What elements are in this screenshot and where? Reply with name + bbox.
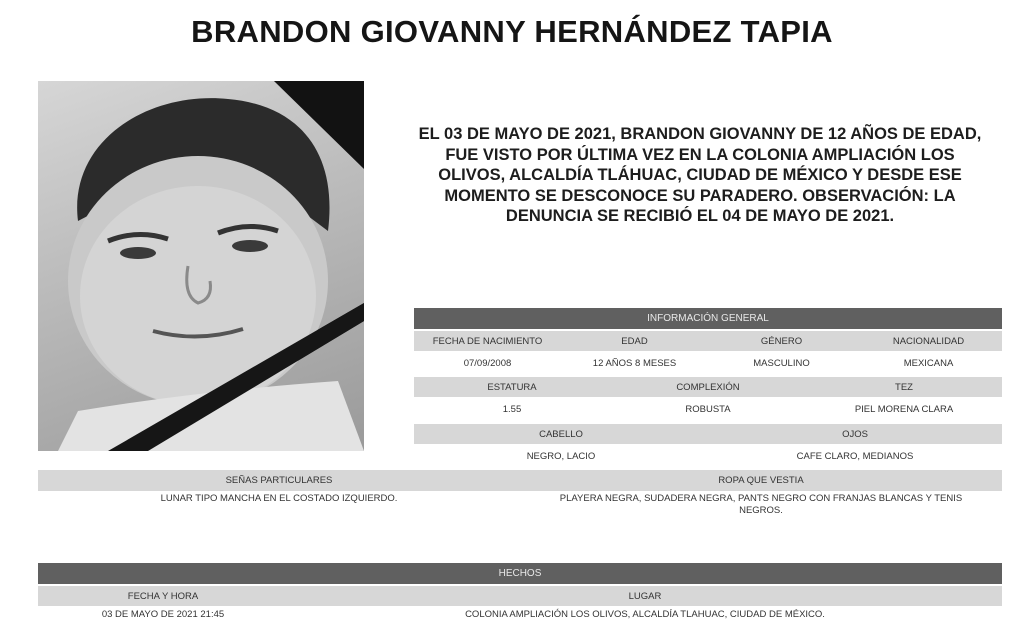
value-skin: PIEL MORENA CLARA — [854, 404, 954, 415]
label-height: ESTATURA — [487, 381, 537, 393]
value-height: 1.55 — [502, 404, 522, 415]
general-labels-row-3 — [414, 424, 1002, 444]
label-particular-marks: SEÑAS PARTICULARES — [225, 475, 333, 486]
page-title: BRANDON GIOVANNY HERNÁNDEZ TAPIA — [191, 14, 833, 49]
label-datetime: FECHA Y HORA — [127, 590, 199, 602]
value-particular-marks: LUNAR TIPO MANCHA EN EL COSTADO IZQUIERDO. — [160, 493, 398, 504]
particulars-labels-row — [38, 470, 1002, 491]
general-values-row-1 — [414, 358, 1002, 374]
general-info-header: INFORMACIÓN GENERAL — [414, 308, 1002, 329]
value-birthdate: 07/09/2008 — [463, 358, 512, 369]
label-birthdate: FECHA DE NACIMIENTO — [432, 335, 543, 347]
value-eyes: CAFE CLARO, MEDIANOS — [796, 451, 914, 462]
label-build: COMPLEXIÓN — [676, 381, 740, 393]
value-nationality: MEXICANA — [903, 358, 954, 369]
value-datetime: 03 DE MAYO DE 2021 21:45 — [101, 609, 225, 620]
value-clothing: PLAYERA NEGRA, SUDADERA NEGRA, PANTS NEGRO CON FRANJAS BLANCAS Y TENIS NEGROS. — [559, 493, 963, 516]
label-clothing: ROPA QUE VESTIA — [718, 475, 804, 486]
general-labels-row-1 — [414, 331, 1002, 351]
label-eyes: OJOS — [842, 428, 868, 440]
label-skin: TEZ — [895, 381, 913, 393]
general-values-row-2 — [414, 404, 1002, 420]
label-age: EDAD — [621, 335, 648, 347]
facts-header: HECHOS — [38, 563, 1002, 584]
particulars-values-row — [38, 493, 1002, 523]
value-gender: MASCULINO — [753, 358, 810, 369]
value-place: COLONIA AMPLIACIÓN LOS OLIVOS, ALCALDÍA TLAHUAC, CIUDAD DE MÉXICO. — [465, 609, 825, 620]
label-place: LUGAR — [628, 590, 662, 602]
facts-labels-row — [38, 586, 1002, 606]
facts-values-row — [38, 609, 1002, 625]
general-labels-row-2 — [414, 377, 1002, 397]
label-gender: GÉNERO — [760, 335, 803, 347]
general-values-row-3 — [414, 451, 1002, 467]
value-age: 12 AÑOS 8 MESES — [592, 358, 677, 369]
value-build: ROBUSTA — [685, 404, 731, 415]
label-hair: CABELLO — [539, 428, 583, 440]
case-description: EL 03 DE MAYO DE 2021, BRANDON GIOVANNY DE 12 AÑOS DE EDAD, FUE VISTO POR ÚLTIMA VEZ EN LA COLONIA AMPLIACIÓN LOS OLIVOS, ALCALDÍA TLÁHUAC, CIUDAD DE MÉXICO Y DESDE ESE MOMENTO SE DESCONOCE SU PARADERO. OBSERVACIÓN: LA DENUNCIA SE RECIBIÓ EL 04 DE MAYO DE 2021. — [418, 125, 982, 225]
label-nationality: NACIONALIDAD — [892, 335, 965, 347]
person-photo — [38, 81, 364, 451]
value-hair: NEGRO, LACIO — [526, 451, 596, 462]
